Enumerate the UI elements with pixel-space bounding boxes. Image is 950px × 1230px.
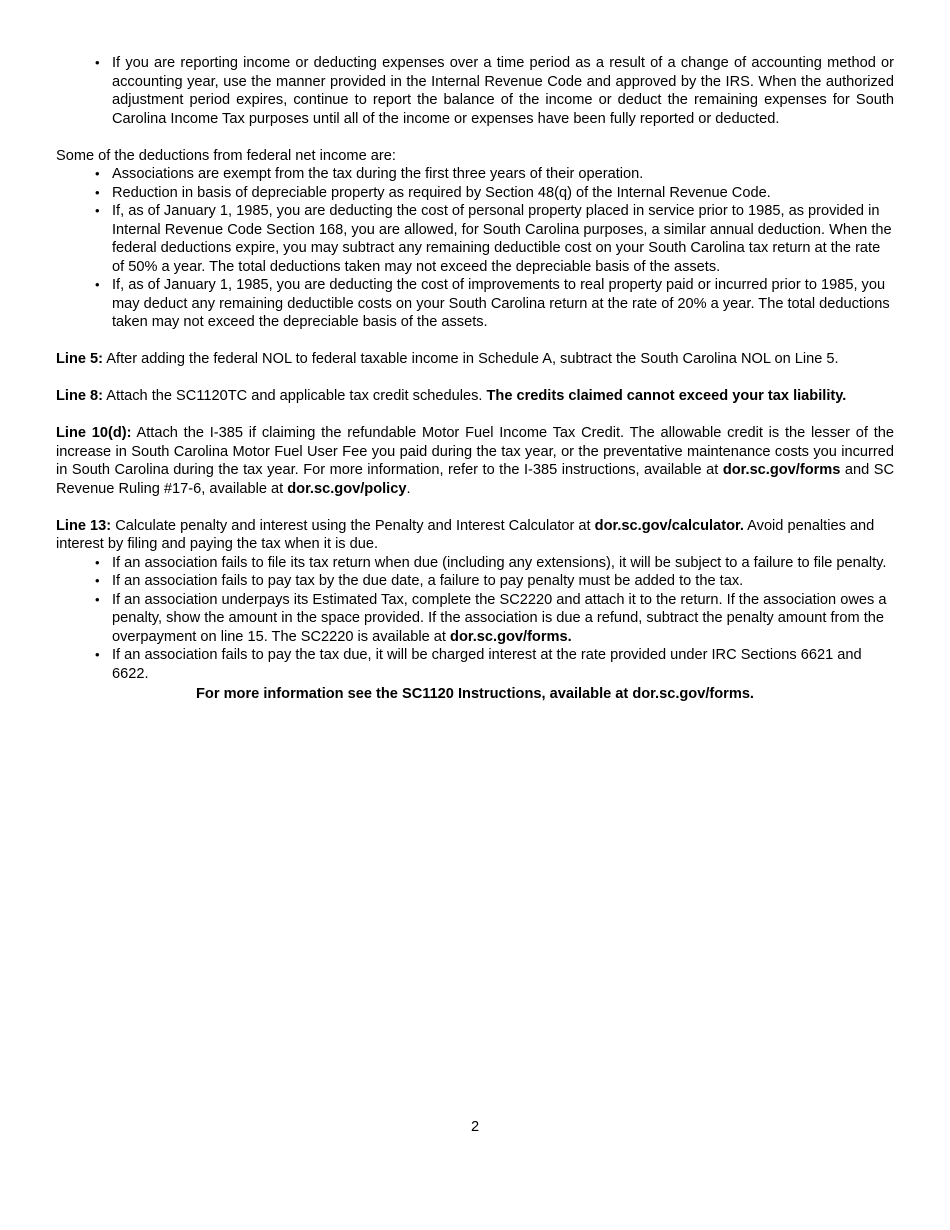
deduction-item: • If, as of January 1, 1985, you are deducting the cost of improvements to real property paid or incurred prior to 1985, you may deduct any remaining deductible costs on your South Carolina return at the rate of 20% a year. The total deductions taken may not exceed the depreciable basis of the assets. — [112, 276, 894, 332]
footer-note: For more information see the SC1120 Instructions, available at dor.sc.gov/forms. — [196, 686, 754, 702]
penalty-item: • If an association fails to pay the tax due, it will be charged interest at the rate provided under IRC Sections 6621 and 6622. — [112, 646, 894, 683]
document-page — [56, 54, 894, 704]
line5-paragraph — [56, 350, 894, 369]
line13-paragraph — [56, 517, 894, 554]
deduction-item: • If, as of January 1, 1985, you are deducting the cost of personal property placed in service prior to 1985, as provided in Internal Revenue Code Section 168, you are allowed, for South Carolina purposes, a similar annual deduction. When the federal deductions expire, you may subtract any remaining deductible cost on your South Carolina tax return at the rate of 50% a year. The total deductions taken may not exceed the depreciable basis of the assets. — [112, 202, 894, 276]
line5-label: Line 5: — [56, 351, 104, 367]
sc2220-link: dor.sc.gov/forms. — [450, 628, 572, 645]
policy-link: dor.sc.gov/policy — [287, 480, 407, 497]
deductions-heading: Some of the deductions from federal net income are: — [56, 147, 396, 164]
intro-list — [56, 54, 894, 128]
line13-text: Calculate penalty and interest using the Penalty and Interest Calculator at — [111, 517, 595, 534]
line5-text: After adding the federal NOL to federal taxable income in Schedule A, subtract the South Carolina NOL on Line 5. — [103, 351, 839, 367]
calculator-link: dor.sc.gov/calculator. — [594, 517, 744, 534]
deductions-list — [56, 165, 894, 332]
line13-text2: Avoid penalties and interest by filing and paying the tax when it is due. — [56, 517, 875, 552]
deduction-item: • Reduction in basis of depreciable property as required by Section 48(q) of the Internal Revenue Code. — [112, 184, 894, 203]
line8-paragraph — [56, 387, 894, 406]
line8-bold-text: The credits claimed cannot exceed your tax liability. — [486, 388, 847, 404]
line10d-text2: and SC Revenue Ruling #17-6, available at — [56, 462, 894, 497]
forms-link: dor.sc.gov/forms — [722, 462, 841, 478]
line8-text: Attach the SC1120TC and applicable tax credit schedules. — [103, 388, 487, 404]
line10d-paragraph — [56, 424, 894, 498]
line8-label: Line 8: — [56, 388, 104, 404]
deduction-item: • Associations are exempt from the tax during the first three years of their operation. — [112, 165, 894, 184]
line13-label: Line 13: — [56, 517, 112, 534]
penalty-list — [56, 554, 894, 684]
page-number: 2 — [470, 1119, 480, 1135]
penalty-item: • If an association fails to pay tax by the due date, a failure to pay penalty must be added to the tax. — [112, 572, 894, 591]
line10d-label: Line 10(d): — [56, 425, 132, 441]
penalty-item: • If an association underpays its Estimated Tax, complete the SC2220 and attach it to the return. If the association owes a penalty, show the amount in the space provided. If the association is due a refund, subtract the penalty amount from the overpayment on line 15. The SC2220 is available at dor.sc.gov/forms. — [112, 591, 894, 647]
intro-bullet: • If you are reporting income or deducting expenses over a time period as a result of a change of accounting method or accounting year, use the manner provided in the Internal Revenue Code and approved by the IRS. When the authorized adjustment period expires, continue to report the balance of the income or deduct the remaining expenses for South Carolina Income Tax purposes until all of the income or expenses have been fully reported or deducted. — [112, 54, 894, 128]
line10d-text: Attach the I-385 if claiming the refundable Motor Fuel Income Tax Credit. The allowable credit is the lesser of the increase in South Carolina Motor Fuel User Fee you paid during the tax year, or the preventative maintenance costs you incurred in South Carolina during the tax year. For more information, refer to the I-385 instructions, available at — [56, 425, 895, 478]
line10d-text3: . — [406, 480, 411, 497]
penalty-item: • If an association fails to file its tax return when due (including any extensions), it will be subject to a failure to file penalty. — [112, 554, 894, 573]
